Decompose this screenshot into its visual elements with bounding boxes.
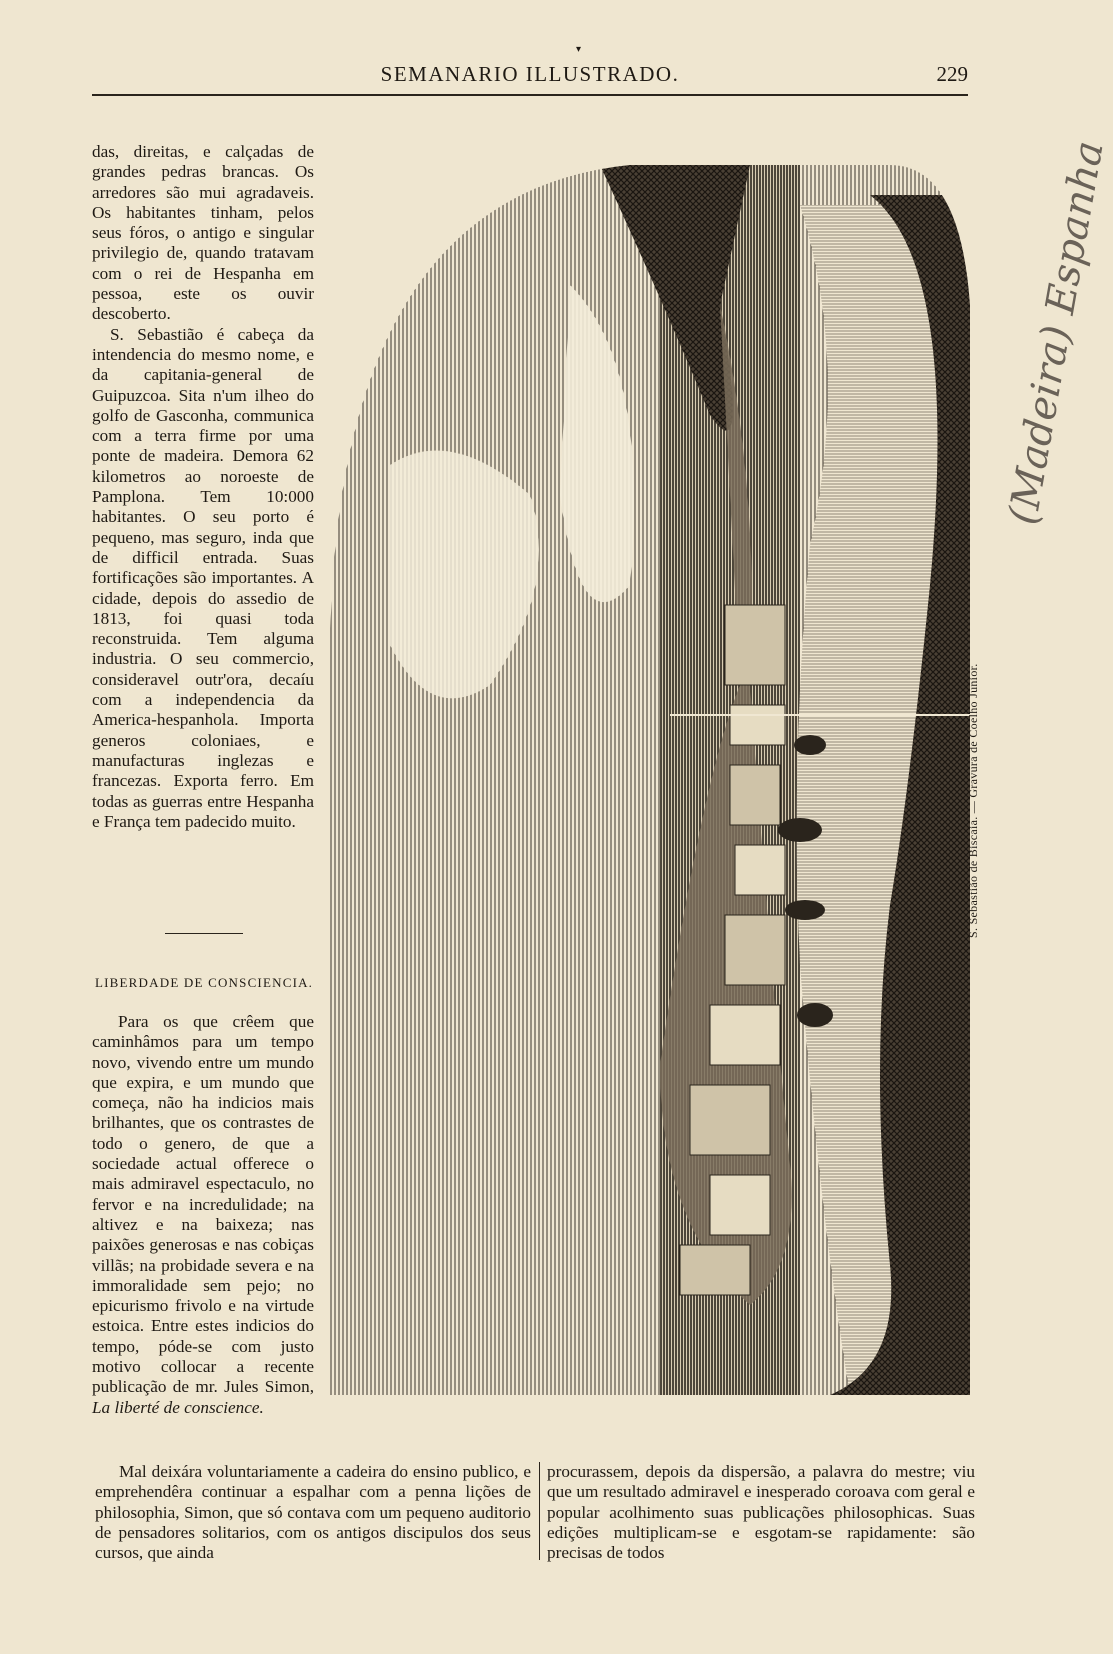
page-number: 229: [936, 62, 968, 86]
section-title: LIBERDADE DE CONSCIENCIA.: [95, 975, 314, 990]
engraving-body: [330, 165, 970, 1395]
engraving-san-sebastian: [330, 165, 970, 1395]
book-title: La liberté de conscience.: [92, 1397, 264, 1417]
paragraph-liberdade: [92, 1012, 314, 1418]
column-left-text: [92, 142, 314, 832]
paragraph-san-sebastian: S. Sebastião é cabeça da intendencia do mesmo nome, e da capitania-general de Guipuzcoa. Sita n'um ilheo do golfo de Gasconha, communica com a terra firme por uma ponte de madeira. Demora 62 kilometros ao noroeste de Pamplona. Tem 10:000 habitantes. O seu porto é pequeno, mas seguro, inda que de difficil entrada. Suas fortificações são importantes. A cidade, depois do assedio de 1813, foi quasi toda reconstruida. Tem alguma industria. O seu commercio, consideravel outr'ora, decaíu com a independencia da America-hespanhola. Importa generos coloniaes, e manufacturas inglezas e francezas. Exporta ferro. Em todas as guerras entre Hespanha e França tem padecido muito.: [92, 324, 314, 831]
illustration-caption: S. Sebastião de Biscaia. — Gravura de Coelho Junior.: [966, 663, 980, 938]
handwritten-annotation: (Madeira) Espanha: [1000, 137, 1113, 528]
section-divider: [165, 933, 243, 934]
paragraph-liberdade-text: Para os que crêem que caminhâmos para um tempo novo, vivendo entre um mundo que expira, e um mundo que começa, não ha indicios mais brilhantes, que os contrastes de todo o genero, de que a sociedade actual offerece o mais admiravel espectaculo, no fervor e na incredulidade; na altivez e na baixeza; nas paixões generosas e nas cobiças villãs; na probidade severa e na immoralidade sem pejo; no epicurismo frivolo e na virtude estoica. Entre estes indicios do tempo, póde-se com justo motivo collocar a recente publicação de mr. Jules Simon,: [92, 1012, 314, 1397]
column-separator: [539, 1462, 540, 1560]
running-head: SEMANARIO ILLUSTRADO.: [380, 62, 680, 86]
column-left-section-text: [92, 1012, 314, 1418]
ornament-dot: ▾: [576, 44, 582, 55]
page-header: [92, 58, 968, 96]
bottom-right-column: procurassem, depois da dispersão, a palavra do mestre; viu que um resultado admiravel e inesperado coroava com geral e popular acolhimento suas publicações philosophicas. Suas edições multiplicam-se e esgotam-se rapidamente: são precisas de todos: [547, 1462, 975, 1563]
paragraph-continuation: das, direitas, e calçadas de grandes pedras brancas. Os arredores são mui agradaveis. Os habitantes tinham, pelos seus fóros, o antigo e singular privilegio de, quando tratavam com o rei de Hespanha em pessoa, este os ouvir descoberto.: [92, 142, 314, 324]
bottom-left-column: Mal deixára voluntariamente a cadeira do ensino publico, e emprehendêra continuar a espalhar com a penna lições de philosophia, Simon, que só contava com um pequeno auditorio de pensadores solitarios, com os antigos discipulos dos seus cursos, que ainda: [95, 1462, 531, 1563]
